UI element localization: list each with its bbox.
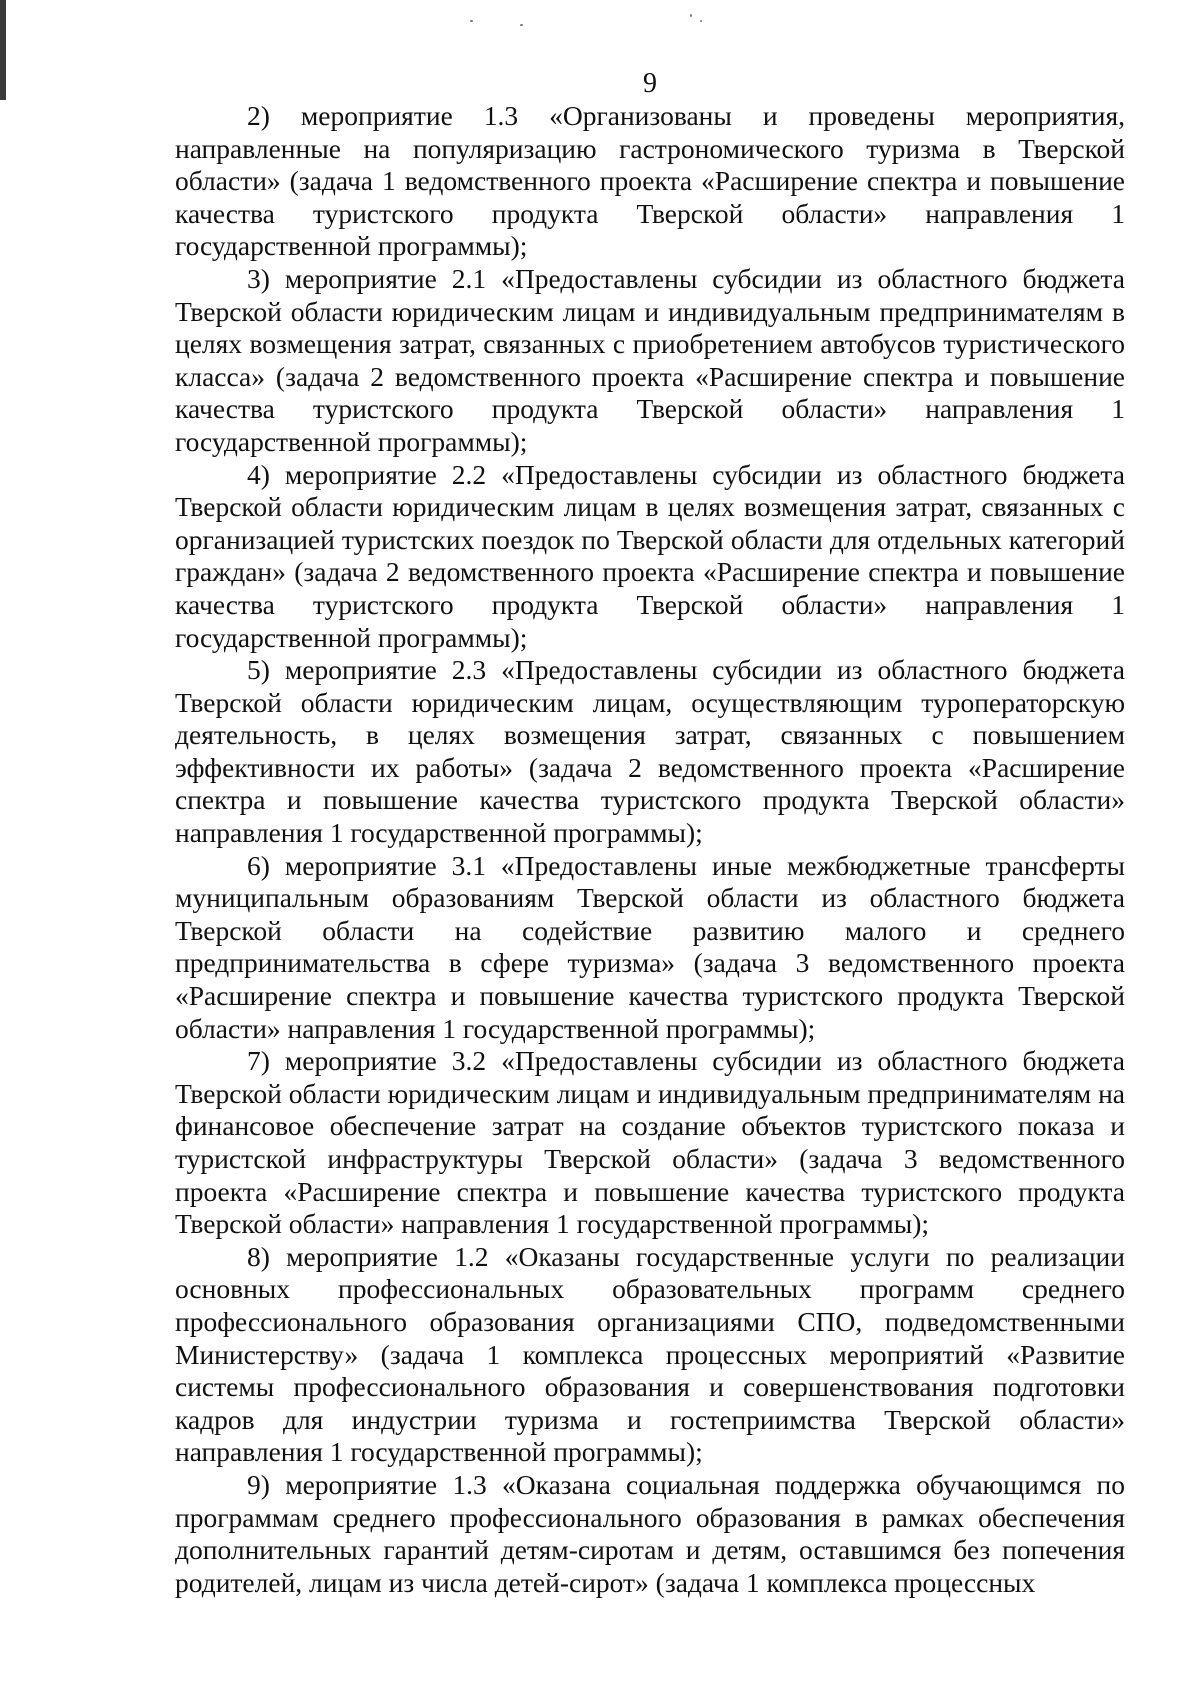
scan-speck — [700, 20, 702, 22]
list-item-7: 7) мероприятие 3.2 «Предоставлены субсидии из областного бюджета Тверской области юридическим лицам и индивидуальным предпринимателям на финансовое обеспечение затрат на создание объектов туристского показа и туристской инфраструктуры Тверской области» (задача 3 ведомственного проекта «Расширение спектра и повышение качества туристского продукта Тверской области» направления 1 государственной программы); — [175, 1045, 1125, 1240]
list-item-9: 9) мероприятие 1.3 «Оказана социальная поддержка обучающимся по программам среднего профессионального образования в рамках обеспечения дополнительных гарантий детям-сиротам и детям, оставшимся без попечения родителей, лицам из числа детей-сирот» (задача 1 комплекса процессных — [175, 1468, 1125, 1598]
list-item-3: 3) мероприятие 2.1 «Предоставлены субсидии из областного бюджета Тверской области юридическим лицам и индивидуальным предпринимателям в целях возмещения затрат, связанных с приобретением автобусов туристического класса» (задача 2 ведомственного проекта «Расширение спектра и повышение качества туристского продукта Тверской области» направления 1 государственной программы); — [175, 262, 1125, 457]
list-item-2: 2) мероприятие 1.3 «Организованы и проведены мероприятия, направленные на популяризацию гастрономического туризма в Тверской области» (задача 1 ведомственного проекта «Расширение спектра и повышение качества туристского продукта Тверской области» направления 1 государственной программы); — [175, 100, 1125, 262]
scan-speck — [690, 14, 692, 17]
scan-speck — [470, 20, 473, 22]
scan-speck — [520, 24, 523, 26]
list-item-5: 5) мероприятие 2.3 «Предоставлены субсидии из областного бюджета Тверской области юридическим лицам, осуществляющим туроператорскую деятельность, в целях возмещения затрат, связанных с повышением эффективности их работы» (задача 2 ведомственного проекта «Расширение спектра и повышение качества туристского продукта Тверской области» направления 1 государственной программы); — [175, 654, 1125, 849]
list-item-4: 4) мероприятие 2.2 «Предоставлены субсидии из областного бюджета Тверской области юридическим лицам в целях возмещения затрат, связанных с организацией туристских поездок по Тверской области для отдельных категорий граждан» (задача 2 ведомственного проекта «Расширение спектра и повышение качества туристского продукта Тверской области» направления 1 государственной программы); — [175, 458, 1125, 653]
list-item-8: 8) мероприятие 1.2 «Оказаны государственные услуги по реализации основных профессиональных образовательных программ среднего профессионального образования организациями СПО, подведомственными Министерству» (задача 1 комплекса процессных мероприятий «Развитие системы профессионального образования и совершенствования подготовки кадров для индустрии туризма и гостеприимства Тверской области» направления 1 государственной программы); — [175, 1240, 1125, 1468]
list-item-6: 6) мероприятие 3.1 «Предоставлены иные межбюджетные трансферты муниципальным образованиям Тверской области из областного бюджета Тверской области на содействие развитию малого и среднего предпринимательства в сфере туризма» (задача 3 ведомственного проекта «Расширение спектра и повышение качества туристского продукта Тверской области» направления 1 государственной программы); — [175, 849, 1125, 1044]
page-number: 9 — [643, 68, 657, 99]
document-body — [175, 100, 1125, 1599]
